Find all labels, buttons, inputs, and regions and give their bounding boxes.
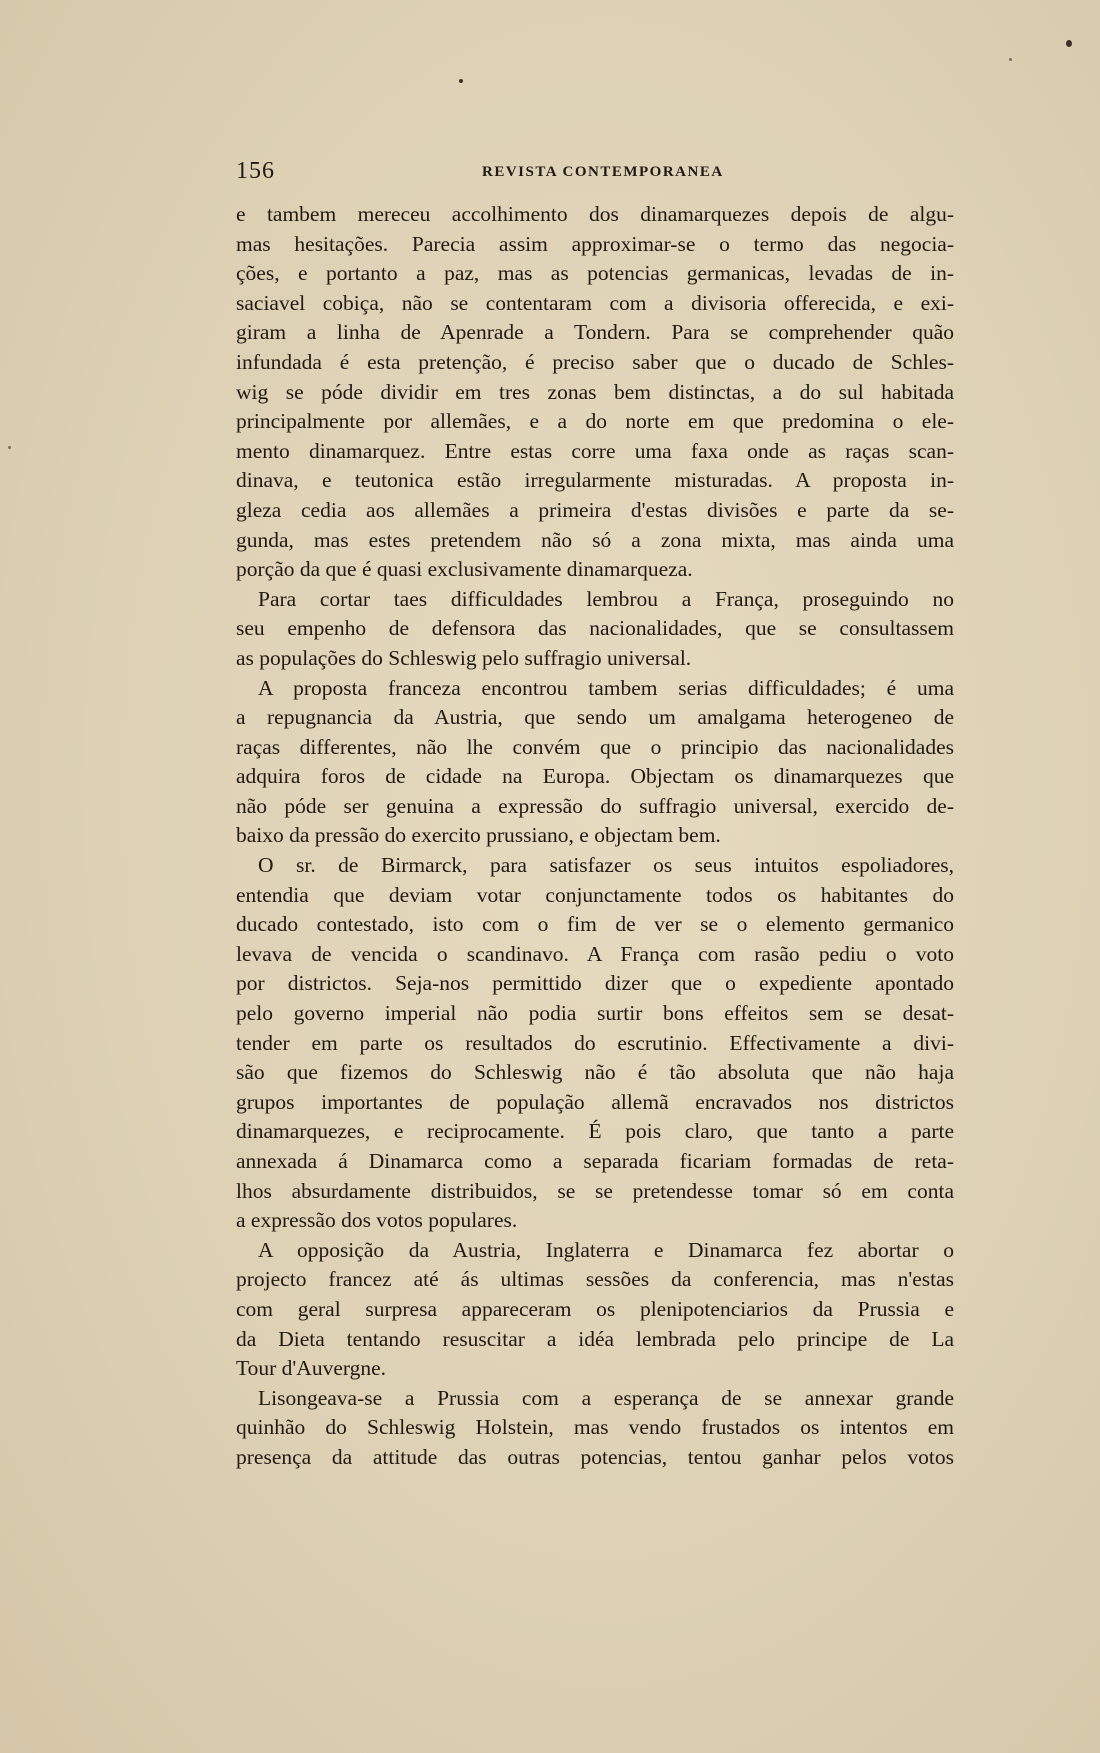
text-line: seu empenho de defensora das nacionalidades, que se consultassem: [236, 616, 954, 641]
text-line: dinava, e teutonica estão irregularmente misturadas. A proposta in-: [236, 468, 954, 493]
text-line: da Dieta tentando resuscitar a idéa lembrada pelo principe de La: [236, 1326, 954, 1351]
text-line: tender em parte os resultados do escrutinio. Effectivamente a divi-: [236, 1030, 954, 1055]
running-title: REVISTA CONTEMPORANEA: [482, 164, 724, 180]
text-line: por districtos. Seja-nos permittido dizer que o expediente apontado: [236, 971, 954, 996]
text-line: saciavel cobiça, não se contentaram com a divisoria offerecida, e exi-: [236, 290, 954, 315]
text-line: porção da que é quasi exclusivamente dinamarqueza.: [236, 557, 693, 582]
text-line: raças differentes, não lhe convém que o principio das nacionalidades: [236, 734, 954, 759]
text-line: infundada é esta pretenção, é preciso saber que o ducado de Schles-: [236, 349, 954, 374]
text-line: wig se póde dividir em tres zonas bem distinctas, a do sul habitada: [236, 379, 954, 404]
text-line: gunda, mas estes pretendem não só a zona mixta, mas ainda uma: [236, 527, 954, 552]
ink-speck: [1009, 58, 1012, 61]
text-line: e tambem mereceu accolhimento dos dinamarquezes depois de algu-: [236, 202, 954, 226]
text-line: annexada á Dinamarca como a separada ficariam formadas de reta-: [236, 1149, 954, 1173]
body-text: [236, 200, 954, 1473]
text-line: ções, e portanto a paz, mas as potencias germanicas, levadas de in-: [236, 261, 954, 286]
text-line: levava de vencida o scandinavo. A França com rasão pediu o voto: [236, 941, 954, 966]
text-line: quinhão do Schleswig Holstein, mas vendo frustados os intentos em: [236, 1415, 954, 1440]
text-line: com geral surpresa appareceram os plenipotenciarios da Prussia e: [236, 1296, 954, 1321]
text-line: dinamarquezes, e reciprocamente. É pois claro, que tanto a parte: [236, 1119, 954, 1144]
text-line: gleza cedia aos allemães a primeira d'estas divisões e parte da se-: [236, 497, 954, 522]
text-line: são que fizemos do Schleswig não é tão absoluta que não haja: [236, 1060, 954, 1085]
text-line: grupos importantes de população allemã encravados nos districtos: [236, 1089, 954, 1114]
text-line: não póde ser genuina a expressão do suffragio universal, exercido de-: [236, 793, 954, 818]
text-line: entendia que deviam votar conjunctamente todos os habitantes do: [236, 882, 954, 907]
ink-speck: [8, 446, 11, 449]
text-line: mas hesitações. Parecia assim approximar-se o termo das negocia-: [236, 231, 954, 256]
text-line: lhos absurdamente distribuidos, se se pretendesse tomar só em conta: [236, 1178, 954, 1203]
text-line: giram a linha de Apenrade a Tondern. Para se comprehender quão: [236, 320, 954, 345]
text-line: pelo governo imperial não podia surtir bons effeitos sem se desat-: [236, 1001, 954, 1026]
text-line: A opposição da Austria, Inglaterra e Dinamarca fez abortar o: [258, 1237, 954, 1262]
text-line: A proposta franceza encontrou tambem serias difficuldades; é uma: [258, 675, 954, 700]
text-line: Para cortar taes difficuldades lembrou a França, proseguindo no: [258, 586, 954, 611]
running-header: [236, 158, 956, 190]
text-line: O sr. de Birmarck, para satisfazer os seus intuitos espoliadores,: [258, 853, 954, 878]
text-line: projecto francez até ás ultimas sessões da conferencia, mas n'estas: [236, 1267, 954, 1292]
text-line: adquira foros de cidade na Europa. Objectam os dinamarquezes que: [236, 764, 954, 789]
page-number: 156: [236, 158, 275, 184]
text-line: a repugnancia da Austria, que sendo um amalgama heterogeneo de: [236, 705, 954, 730]
text-line: a expressão dos votos populares.: [236, 1208, 518, 1233]
text-line: Lisongeava-se a Prussia com a esperança de se annexar grande: [258, 1385, 954, 1410]
text-line: ducado contestado, isto com o fim de ver se o elemento germanico: [236, 912, 954, 937]
text-line: principalmente por allemães, e a do norte em que predomina o ele-: [236, 409, 954, 434]
text-line: Tour d'Auvergne.: [236, 1356, 387, 1381]
ink-speck: [459, 79, 463, 83]
text-line: mento dinamarquez. Entre estas corre uma faxa onde as raças scan-: [236, 438, 954, 463]
ink-speck: [1066, 40, 1072, 47]
text-line: as populações do Schleswig pelo suffragio universal.: [236, 645, 692, 670]
text-line: presença da attitude das outras potencias, tentou ganhar pelos votos: [236, 1444, 954, 1469]
text-line: baixo da pressão do exercito prussiano, e objectam bem.: [236, 823, 721, 848]
